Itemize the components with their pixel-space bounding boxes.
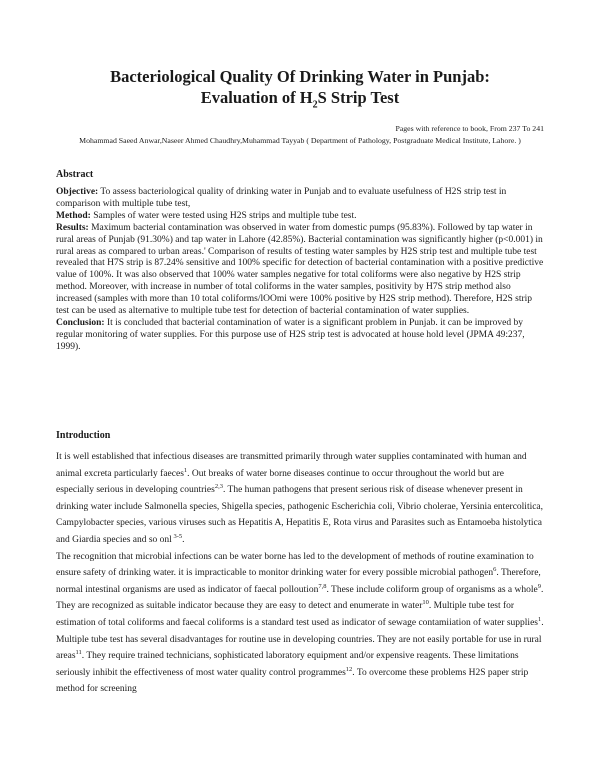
results-label: Results: xyxy=(56,222,89,233)
citation: 3-5 xyxy=(171,532,183,540)
citation: 9 xyxy=(537,582,541,590)
citation: 2,3 xyxy=(214,483,223,491)
intro-p2-text-f: . xyxy=(541,617,544,628)
method-label: Method: xyxy=(56,210,91,221)
intro-p2-text-a: The recognition that microbial infections can be water borne has led to the development of methods of routine examination to ensure safety of drinking water. it is impracticable to monitor drinking water for every possible microbial pathogen xyxy=(56,551,534,579)
objective-text: To assess bacteriological quality of drinking water in Punjab and to evaluate usefulness of H2S strip test in comparison with multiple tube test, xyxy=(56,187,507,209)
title-line-1: Bacteriological Quality Of Drinking Water in Punjab: xyxy=(110,67,490,86)
intro-paragraph-3 xyxy=(56,632,544,698)
conclusion-label: Conclusion: xyxy=(56,317,105,328)
title-subscript: 2 xyxy=(312,99,318,111)
abstract-body xyxy=(56,187,544,354)
intro-p1-text-b: . Out breaks of water borne diseases continue to occur throughout the world but are especially serious in developing countries xyxy=(56,468,505,496)
citation: 11 xyxy=(75,648,82,656)
abstract-method xyxy=(56,211,544,223)
citation: 1 xyxy=(183,466,188,474)
conclusion-text: It is concluded that bacterial contamination of water is a significant problem in Punjab. it can be improved by regular monitoring of water supplies. For this purpose use of H2S strip test is advocated at house hold level (JPMA 49:237, 1999). xyxy=(56,317,525,352)
paper-title xyxy=(56,66,544,111)
intro-p1-text-a: It is well established that infectious diseases are transmitted primarily through water supplies contaminated with human and animal excreta particularly faeces xyxy=(56,452,527,479)
citation: 12 xyxy=(345,665,353,673)
intro-p3-text-a: Multiple tube test has several disadvantages for routine use in developing countries. They are not easily portable for use in rural areas xyxy=(56,634,542,662)
intro-p3-text-b: . They require trained technicians, sophisticated laboratory equipment and/or expensive reagents. These limitations seriously inhibit the effectiveness of most water quality control programmes xyxy=(56,651,519,678)
abstract-objective xyxy=(56,187,544,211)
intro-paragraph-1 xyxy=(56,449,544,549)
intro-p2-text-b: . Therefore, normal intestinal organisms are used as indicator of faecal polloution xyxy=(56,568,541,595)
author-affiliation: Mohammad Saeed Anwar,Naseer Ahmed Chaudhry,Muhammad Tayyab ( Department of Pathology, Postgraduate Medical Institute, Lahore. ) xyxy=(79,136,521,145)
citation: 10 xyxy=(422,599,429,607)
introduction-body xyxy=(56,449,544,698)
intro-p1-text-c: . The human pathogens that present serious risk of disease whenever present in drinking water include Salmonella species, Shigella species, pathogenic Escherichia coli, Vibrio cholerae, Yersinia entercolitica, Campylobacter species, various viruses such as Hepatitis A, Hepatitis E, Rota virus and Parasites such as Entamoeba histolytica and Giardia species and so onl xyxy=(56,485,544,545)
method-text: Samples of water were tested using H2S strips and multiple tube test. xyxy=(90,210,357,221)
page-reference: Pages with reference to book, From 237 To 241 xyxy=(395,124,544,133)
intro-p1-text-d: . xyxy=(182,534,185,545)
intro-p3-text-c: . To overcome these problems H2S paper strip method for screening xyxy=(56,667,529,695)
citation: 1 xyxy=(537,615,542,623)
objective-label: Objective: xyxy=(56,187,99,197)
intro-p2-text-c: . These include coliform group of organisms as a whole xyxy=(326,584,538,595)
intro-p2-text-d: . They are recognized as suitable indicator because they are easy to detect and enumerate in water xyxy=(56,584,544,612)
abstract-conclusion xyxy=(56,318,544,354)
abstract-results xyxy=(56,223,544,318)
title-line-2-pre: Evaluation of H xyxy=(200,88,313,107)
citation: 6 xyxy=(493,566,497,573)
citation: 7,8 xyxy=(318,582,327,590)
intro-paragraph-2 xyxy=(56,549,544,632)
introduction-heading: Introduction xyxy=(56,430,111,441)
title-line-2-post: S Strip Test xyxy=(317,88,400,107)
results-text: Maximum bacterial contamination was observed in water from domestic pumps (95.83%). Followed by tap water in rural areas of Punjab (91.30%) and tap water in Lahore (42.85%). Bacterial contamination was significantly higher (p<0.001) in rural areas as compared to urban areas.' Comparison of results of testing water samples by H2S strip test and multiple tube test revealed that H7S strip is 87.24% sensitive and 100% specific for detection of bacterial contamination with a positive predictive value of 100%. It was also observed that 100% water samples negative for total coliforms were also negative by H2S strip method. Moreover, with increase in number of total coliforms in the water samples, positivity by H7S strip method also increased (samples with more than 10 total coliforms/lOOmi were 100% positive by H2S strip method). Therefore, H2S strip test can be used as alternative to multiple tube test for detection of bacterial contamination of water supplies. xyxy=(56,222,544,317)
abstract-heading: Abstract xyxy=(56,169,94,180)
intro-p2-text-e: . Multiple tube test for estimation of total coliforms and faecal coliforms is a standard test used as indicator of sewage contamiiation of water supplies xyxy=(56,601,538,628)
